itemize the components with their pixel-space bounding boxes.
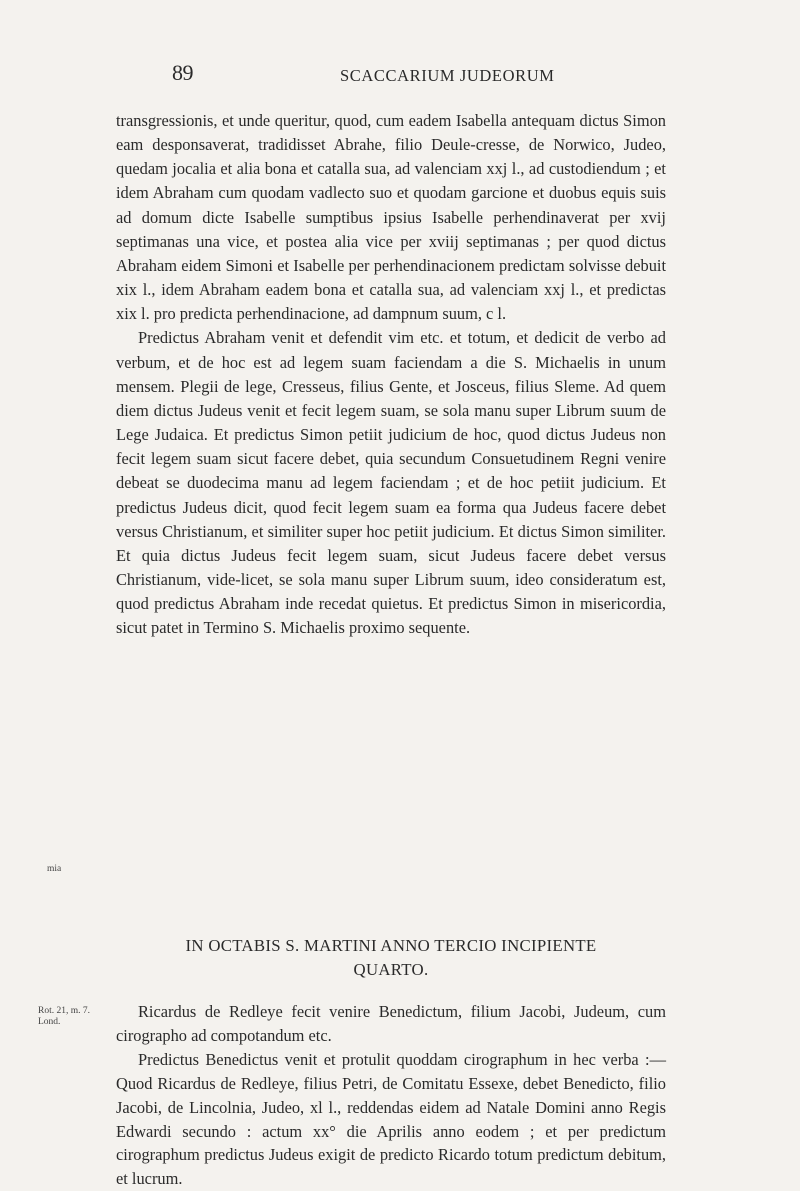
section-heading-line-2: QUARTO. — [353, 960, 429, 979]
page-header — [0, 60, 800, 90]
section-text-block — [116, 1000, 666, 1191]
margin-note-mia: mia — [47, 864, 62, 874]
page-number: 89 — [172, 60, 193, 85]
margin-reference-roll: Rot. 21, m. 7. — [38, 1006, 90, 1016]
margin-reference-place: Lond. — [38, 1017, 61, 1027]
margin-note-reference — [38, 1006, 116, 1028]
paragraph-predictus-benedictus: Predictus Benedictus venit et protulit quoddam cirographum in hec verba :—Quod Ricardus de Redleye, filius Petri, de Comitatu Essexe, debet Benedicto, filio Jacobi, de Lincolnia, Judeo, xl l., reddendas eidem ad Natale Domini anno Regis Edwardi secundo : actum xx° die Aprilis anno eodem ; et per predictum cirographum predictus Judeus exigit de predicto Ricardo totum predictum debitum, et lucrum. — [116, 1049, 666, 1189]
section-heading-line-1: IN OCTABIS S. MARTINI ANNO TERCIO INCIPIENTE — [185, 936, 597, 955]
paragraph-continuation: transgressionis, et unde queritur, quod, cum eadem Isabella antequam dictus Simon eam desponsaverat, tradidisset Abrahe, filio Deule-cresse, de Norwico, Judeo, quedam jocalia et alia bona et catalla sua, ad valenciam xxj l., ad custodiendum ; et idem Abraham cum quodam vadlecto suo et quodam garcione et duobus equis suis ad domum dicte Isabelle sumptibus ipsius Isabelle perhendinaverat per xvij septimanas una vice, et postea alia vice per xviij septimanas ; per quod dictus Abraham eidem Simoni et Isabelle per perhendinacionem predictam solvisse debuit xix l., idem Abraham eadem bona et catalla sua, ad valenciam xxj l., et predictas xix l. pro predicta perhendinacione, ad dampnum suum, c l. — [116, 111, 666, 324]
paragraph-predictus-abraham: Predictus Abraham venit et defendit vim etc. et totum, et dedicit de verbo ad verbum, et de hoc est ad legem suam faciendam a die S. Michaelis in unum mensem. Plegii de lege, Cresseus, filius Gente, et Josceus, filius Sleme. Ad quem diem dictus Judeus venit et fecit legem suam, se sola manu super Librum suum de Lege Judaica. Et predictus Simon petiit judicium de hoc, quod dictus Judeus non fecit legem suam sicut facere debet, quia secundum Consuetudinem Regni venire debeat se duodecima manu ad legem faciendam ; et de hoc petiit judicium. Et predictus Judeus dicit, quod fecit legem suam ea forma qua Judeus facere debet versus Christianum, et similiter super hoc petiit judicium. Et dictus Simon similiter. Et quia dictus Judeus fecit legem suam, sicut Judeus facere debet versus Christianum, vide-licet, se sola manu super Librum suum, ideo consideratum est, quod predictus Abraham inde recedat quietus. Et predictus Simon in misericordia, sicut patet in Termino S. Michaelis proximo sequente. — [116, 328, 666, 638]
paragraph-ricardus: Ricardus de Redleye fecit venire Benedictum, filium Jacobi, Judeum, cum cirographo ad compotandum etc. — [116, 1002, 666, 1045]
running-title: SCACCARIUM JUDEORUM — [340, 66, 555, 85]
section-heading — [116, 934, 666, 982]
main-text-block — [116, 109, 666, 640]
